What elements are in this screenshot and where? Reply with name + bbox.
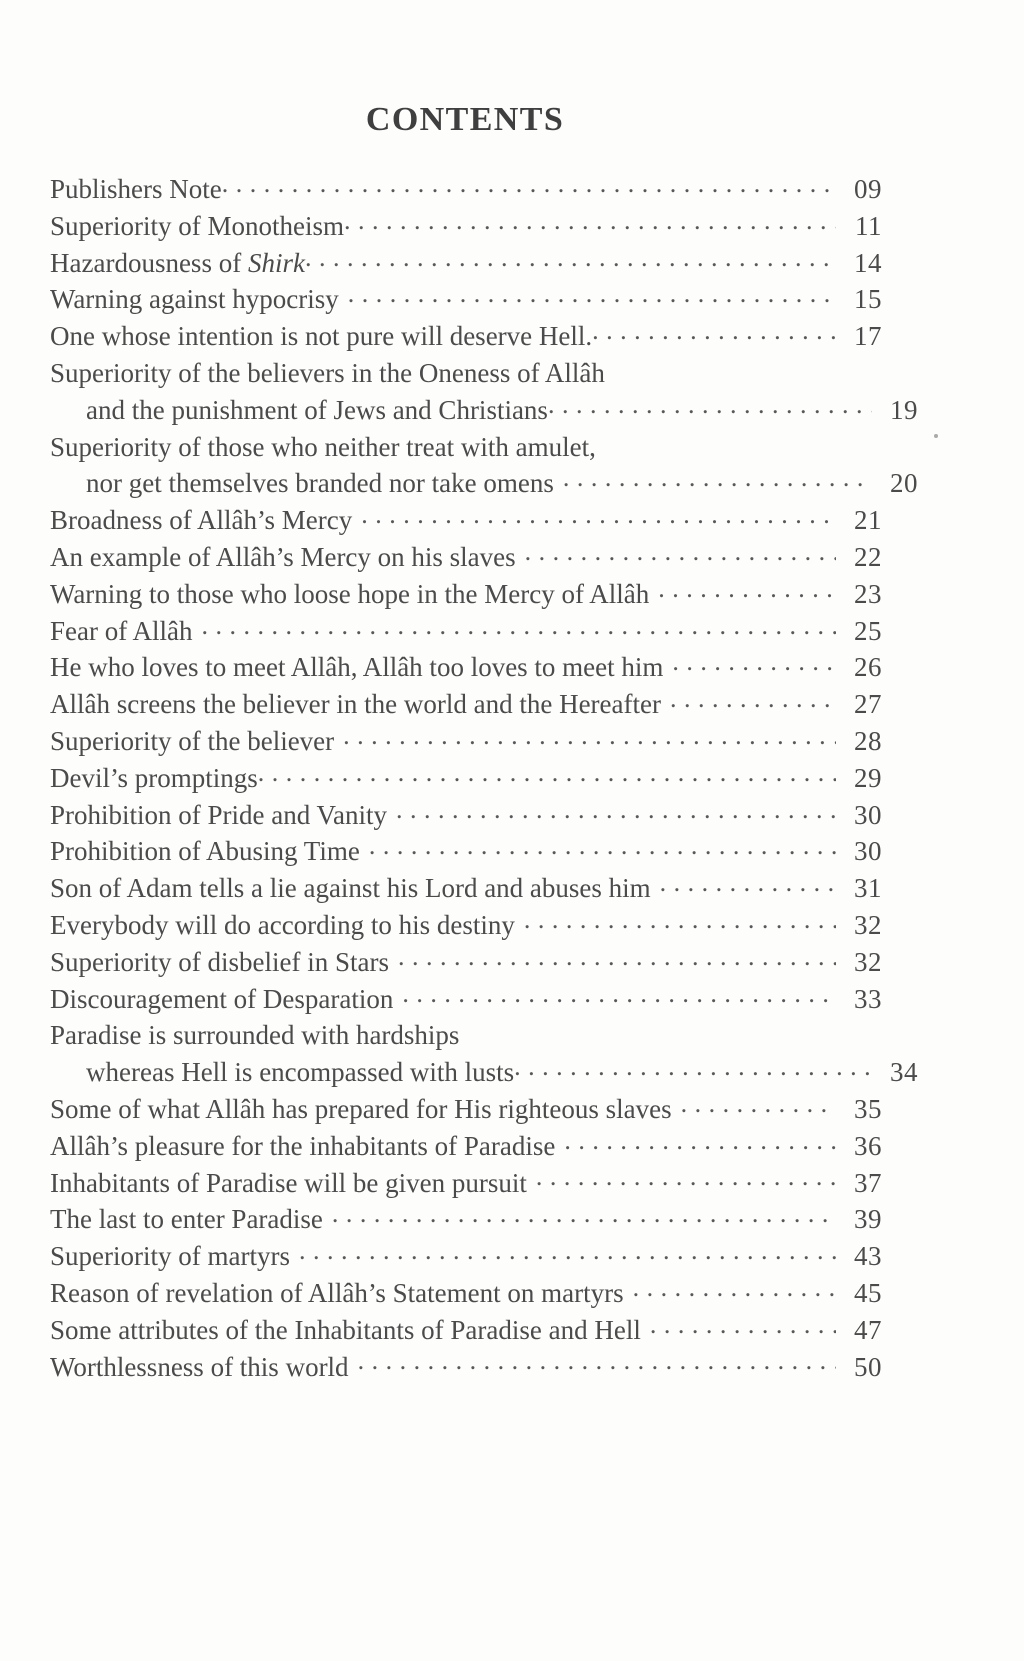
toc-entry-line-primary xyxy=(50,1201,882,1238)
toc-entry[interactable] xyxy=(50,1165,882,1202)
toc-dot-leader xyxy=(681,1091,836,1118)
toc-entry-line-primary xyxy=(50,1275,882,1312)
toc-entry-label: Superiority of martyrs xyxy=(50,1241,290,1272)
toc-entry-line-continuation xyxy=(50,1054,918,1091)
toc-entry-label: Worthlessness of this world xyxy=(50,1351,349,1382)
toc-dot-leader xyxy=(369,833,836,860)
toc-entry[interactable] xyxy=(50,355,918,429)
toc-entry-line-primary xyxy=(50,171,882,208)
toc-entry-line-primary xyxy=(50,723,882,760)
toc-entry[interactable] xyxy=(50,281,882,318)
toc-entry-line-primary xyxy=(50,1312,882,1349)
toc-page-number: 37 xyxy=(854,1167,882,1198)
page-title: CONTENTS xyxy=(365,101,565,138)
toc-page-number: 25 xyxy=(854,615,882,646)
toc-page-number: 39 xyxy=(854,1204,882,1235)
toc-dot-leader xyxy=(332,1201,836,1228)
toc-entry-line-primary xyxy=(50,318,882,355)
toc-entry-label: Superiority of Monotheism xyxy=(50,210,344,241)
toc-entry[interactable] xyxy=(50,539,882,576)
toc-page-number: 45 xyxy=(854,1277,882,1308)
toc-entry[interactable] xyxy=(50,576,882,613)
toc-page-number: 11 xyxy=(855,210,882,241)
toc-entry-line-primary xyxy=(50,539,882,576)
toc-dot-leader xyxy=(305,245,836,272)
toc-entry-line-primary xyxy=(50,833,882,870)
toc-entry[interactable] xyxy=(50,1275,882,1312)
toc-entry[interactable] xyxy=(50,797,882,834)
toc-entry-line-primary xyxy=(50,907,882,944)
toc-entry-line-continuation xyxy=(50,465,918,502)
toc-entry-line-primary xyxy=(50,245,882,282)
toc-dot-leader xyxy=(343,723,836,750)
toc-entry-line-primary xyxy=(50,797,882,834)
toc-entry[interactable] xyxy=(50,1201,882,1238)
toc-entry-label: Son of Adam tells a lie against his Lord and abuses him xyxy=(50,873,651,904)
toc-entry-line-primary xyxy=(50,1165,882,1202)
toc-page-number: 30 xyxy=(854,836,882,867)
toc-dot-leader xyxy=(525,539,836,566)
toc-page-number: 23 xyxy=(854,578,882,609)
toc-entry[interactable] xyxy=(50,1017,918,1091)
toc-entry[interactable] xyxy=(50,318,882,355)
toc-entry-line-primary xyxy=(50,981,882,1018)
toc-dot-leader xyxy=(344,208,836,235)
toc-page-number: 50 xyxy=(854,1351,882,1382)
toc-entry[interactable] xyxy=(50,208,882,245)
toc-entry-label: Some attributes of the Inhabitants of Paradise and Hell xyxy=(50,1314,641,1345)
toc-entry-line-primary xyxy=(50,1128,882,1165)
toc-page-number: 32 xyxy=(854,946,882,977)
toc-entry[interactable] xyxy=(50,907,882,944)
toc-dot-leader xyxy=(201,613,836,640)
toc-entry-label: One whose intention is not pure will deserve Hell. xyxy=(50,321,593,352)
toc-entry-label: Broadness of Allâh’s Mercy xyxy=(50,505,353,536)
toc-dot-leader xyxy=(299,1238,836,1265)
toc-page-number: 15 xyxy=(854,284,882,315)
toc-page-number: 36 xyxy=(854,1130,882,1161)
toc-entry[interactable] xyxy=(50,1349,882,1386)
toc-entry[interactable] xyxy=(50,429,918,503)
toc-page-number: 30 xyxy=(854,799,882,830)
toc-entry-label: Superiority of disbelief in Stars xyxy=(50,946,389,977)
toc-dot-leader xyxy=(660,870,836,897)
toc-entry[interactable] xyxy=(50,981,882,1018)
toc-page-number: 33 xyxy=(854,983,882,1014)
toc-entry-label: He who loves to meet Allâh, Allâh too loves to meet him xyxy=(50,652,664,683)
toc-dot-leader xyxy=(605,355,836,382)
toc-dot-leader xyxy=(672,649,836,676)
toc-page-number: 31 xyxy=(854,873,882,904)
toc-page-number: 28 xyxy=(854,725,882,756)
toc-page-number: 34 xyxy=(890,1057,918,1088)
toc-entry-label: nor get themselves branded nor take omens xyxy=(86,468,554,499)
toc-entry-line-primary xyxy=(50,1238,882,1275)
toc-page-number: 21 xyxy=(854,505,882,536)
toc-entry-label: Some of what Allâh has prepared for His righteous slaves xyxy=(50,1093,672,1124)
toc-entry[interactable] xyxy=(50,502,882,539)
toc-entry[interactable] xyxy=(50,1091,882,1128)
toc-entry-label: and the punishment of Jews and Christians xyxy=(86,394,548,425)
toc-dot-leader xyxy=(605,429,836,456)
toc-dot-leader xyxy=(396,797,836,824)
toc-entry-label: Paradise is surrounded with hardships xyxy=(50,1020,460,1051)
table-of-contents-list xyxy=(50,171,918,1385)
toc-page-number: 20 xyxy=(890,468,918,499)
toc-dot-leader xyxy=(563,465,872,492)
toc-entry-line-primary xyxy=(50,281,882,318)
toc-dot-leader xyxy=(222,171,836,198)
toc-entry-label: Devil’s promptings xyxy=(50,762,258,793)
toc-entry-label: Superiority of the believer xyxy=(50,725,335,756)
toc-entry[interactable] xyxy=(50,723,882,760)
toc-entry-label: Hazardousness of Shirk xyxy=(50,247,305,278)
toc-entry[interactable] xyxy=(50,245,882,282)
toc-page-number: 29 xyxy=(854,762,882,793)
toc-dot-leader xyxy=(524,907,836,934)
toc-entry-line-continuation xyxy=(50,392,918,429)
toc-entry-label: Publishers Note xyxy=(50,174,222,204)
toc-entry-label: Prohibition of Abusing Time xyxy=(50,836,360,867)
toc-page-number: 32 xyxy=(854,909,882,940)
toc-entry[interactable] xyxy=(50,833,882,870)
toc-entry-label: Inhabitants of Paradise will be given pursuit xyxy=(50,1167,527,1198)
toc-entry[interactable] xyxy=(50,1238,882,1275)
toc-entry-label: Everybody will do according to his destiny xyxy=(50,909,515,940)
toc-dot-leader xyxy=(402,981,836,1008)
toc-entry[interactable] xyxy=(50,613,882,650)
toc-entry[interactable] xyxy=(50,870,882,907)
toc-dot-leader xyxy=(358,1349,836,1376)
toc-page-number: 14 xyxy=(854,247,882,278)
toc-entry[interactable] xyxy=(50,1128,882,1165)
toc-entry-label: Allâh screens the believer in the world and the Hereafter xyxy=(50,689,661,720)
toc-entry-line-primary xyxy=(50,502,882,539)
toc-entry-label: The last to enter Paradise xyxy=(50,1204,323,1235)
toc-entry-label: Discouragement of Desparation xyxy=(50,983,394,1014)
toc-entry-line-primary xyxy=(50,760,882,797)
toc-dot-leader xyxy=(348,281,836,308)
toc-entry-line-primary xyxy=(50,1091,882,1128)
toc-dot-leader xyxy=(258,760,836,787)
toc-dot-leader xyxy=(459,1017,836,1044)
toc-entry-label: Superiority of the believers in the Oneness of Allâh xyxy=(50,357,605,388)
toc-entry[interactable] xyxy=(50,944,882,981)
toc-page-number: 26 xyxy=(854,652,882,683)
toc-entry-label: Allâh’s pleasure for the inhabitants of Paradise xyxy=(50,1130,556,1161)
toc-entry-label-italic: Shirk xyxy=(247,247,305,278)
toc-entry-line-primary xyxy=(50,208,882,245)
toc-entry-line-primary xyxy=(50,649,882,686)
toc-dot-leader xyxy=(633,1275,836,1302)
toc-entry[interactable] xyxy=(50,760,882,797)
toc-entry-label: An example of Allâh’s Mercy on his slaves xyxy=(50,541,516,572)
toc-entry-label: whereas Hell is encompassed with lusts xyxy=(86,1057,515,1088)
toc-entry-line-primary xyxy=(50,429,882,466)
toc-entry[interactable] xyxy=(50,686,882,723)
toc-page-number: 22 xyxy=(854,541,882,572)
toc-entry[interactable] xyxy=(50,1312,882,1349)
toc-dot-leader xyxy=(514,1054,872,1081)
toc-entry-label: Reason of revelation of Allâh’s Statement on martyrs xyxy=(50,1277,624,1308)
toc-entry-label: Prohibition of Pride and Vanity xyxy=(50,799,387,830)
toc-page-number: 19 xyxy=(890,394,918,425)
toc-dot-leader xyxy=(658,576,836,603)
toc-page-number: 17 xyxy=(854,321,882,352)
toc-entry-line-primary xyxy=(50,1017,882,1054)
toc-page-number: 09 xyxy=(854,174,882,204)
toc-entry[interactable] xyxy=(50,649,882,686)
toc-dot-leader xyxy=(398,944,836,971)
toc-page-number: 43 xyxy=(854,1241,882,1272)
toc-page-number: 27 xyxy=(854,689,882,720)
toc-entry-label: Fear of Allâh xyxy=(50,615,193,646)
toc-entry-label: Warning against hypocrisy xyxy=(50,284,339,315)
toc-entry-line-primary xyxy=(50,944,882,981)
toc-entry-line-primary xyxy=(50,613,882,650)
toc-dot-leader xyxy=(361,502,836,529)
toc-page-number: 35 xyxy=(854,1093,882,1124)
toc-entry[interactable] xyxy=(50,171,882,208)
toc-dot-leader xyxy=(592,318,836,345)
toc-dot-leader xyxy=(650,1312,836,1339)
toc-dot-leader xyxy=(564,1128,836,1155)
toc-entry-line-primary xyxy=(50,686,882,723)
toc-entry-label: Superiority of those who neither treat with amulet, xyxy=(50,431,596,462)
toc-entry-line-primary xyxy=(50,1349,882,1386)
toc-dot-leader xyxy=(548,392,872,419)
toc-entry-line-primary xyxy=(50,355,882,392)
toc-dot-leader xyxy=(670,686,836,713)
toc-page-number: 47 xyxy=(854,1314,882,1345)
toc-entry-label: Warning to those who loose hope in the Mercy of Allâh xyxy=(50,578,650,609)
toc-dot-leader xyxy=(536,1165,836,1192)
toc-entry-line-primary xyxy=(50,576,882,613)
toc-entry-line-primary xyxy=(50,870,882,907)
scan-artifact-dot xyxy=(934,434,938,438)
